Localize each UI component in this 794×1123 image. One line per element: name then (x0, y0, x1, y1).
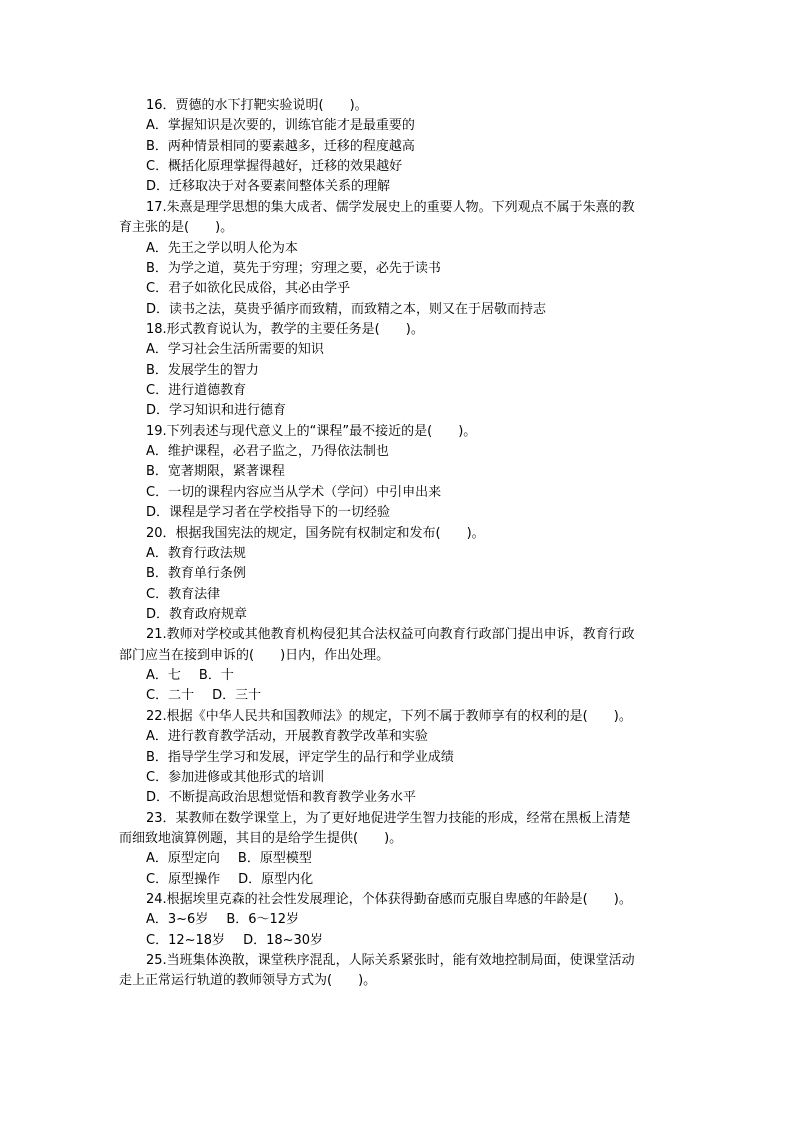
q17-option-c: C．君子如欲化民成俗，其必由学乎 (146, 281, 351, 297)
q16-option-a: A．掌握知识是次要的，训练官能才是最重要的 (146, 118, 415, 134)
q17-option-a: A．先王之学以明人伦为本 (146, 240, 298, 256)
q24-option-c: C．12~18岁 (146, 932, 226, 948)
question-25-stem-line2: 走上正常运行轨道的教师领导方式为( )。 (119, 973, 377, 989)
question-23-stem-line2: 而细致地演算例题，其目的是给学生提供( )。 (119, 830, 403, 846)
q23-options-row1 (119, 849, 679, 869)
q21-option-b: B．十 (198, 668, 234, 684)
q17-option-d: D．读书之法，莫贵乎循序而致精，而致精之本，则又在于居敬而持志 (146, 301, 547, 317)
question-19-stem: 19.下列表述与现代意义上的“课程”最不接近的是( )。 (146, 423, 477, 439)
q24-option-a: A．3~6岁 (146, 912, 209, 928)
question-20-stem: 20．根据我国宪法的规定，国务院有权制定和发布( )。 (146, 525, 485, 541)
question-21-stem-line1: 21.教师对学校或其他教育机构侵犯其合法权益可向教育行政部门提出申诉，教育行政 (146, 627, 635, 643)
q24-option-b: B．6～12岁 (226, 912, 300, 928)
q24-option-d: D．18~30岁 (243, 932, 324, 948)
q23-option-d: D．原型内化 (238, 871, 314, 887)
question-18-stem: 18.形式教育说认为，教学的主要任务是( )。 (146, 321, 424, 337)
q20-option-c: C．教育法律 (146, 586, 221, 602)
q21-options-row2 (119, 686, 679, 706)
q22-option-b: B．指导学生学习和发展，评定学生的品行和学业成绩 (146, 749, 454, 765)
q21-option-c: C．二十 (146, 688, 195, 704)
q16-option-c: C．概括化原理掌握得越好，迁移的效果越好 (146, 159, 403, 175)
q16-option-d: D．迁移取决于对各要素间整体关系的理解 (146, 179, 391, 195)
q16-option-b: B．两种情景相同的要素越多，迁移的程度越高 (146, 138, 415, 154)
q22-option-d: D．不断提高政治思想觉悟和教育教学业务水平 (146, 790, 417, 806)
question-17-stem-line2: 育主张的是( )。 (119, 220, 234, 236)
q23-option-c: C．原型操作 (146, 871, 221, 887)
q21-option-d: D．三十 (212, 688, 262, 704)
question-16-stem: 16．贾德的水下打靶实验说明( )。 (146, 98, 368, 113)
q24-options-row2 (119, 931, 679, 951)
q20-option-b: B．教育单行条例 (146, 566, 246, 582)
q18-option-d: D．学习知识和进行德育 (146, 403, 287, 419)
document-page (119, 96, 679, 992)
q19-option-d: D．课程是学习者在学校指导下的一切经验 (146, 505, 391, 521)
q23-options-row2 (119, 870, 679, 890)
q22-option-a: A．进行教育教学活动，开展教育教学改革和实验 (146, 729, 428, 745)
q24-options-row1 (119, 910, 679, 930)
q20-option-d: D．教育政府规章 (146, 606, 248, 622)
q19-option-a: A．维护课程，必君子监之，乃得依法制也 (146, 444, 389, 460)
q21-options-row1 (119, 666, 679, 686)
question-22-stem: 22.根据《中华人民共和国教师法》的规定，下列不属于教师享有的权利的是( )。 (146, 708, 632, 724)
q23-option-a: A．原型定向 (146, 851, 220, 867)
q17-option-b: B．为学之道，莫先于穷理；穷理之要，必先于读书 (146, 260, 441, 276)
q21-option-a: A．七 (146, 668, 181, 684)
q18-option-b: B．发展学生的智力 (146, 362, 259, 378)
question-25-stem-line1: 25.当班集体涣散，课堂秩序混乱，人际关系紧张时，能有效地控制局面，使课堂活动 (146, 953, 635, 969)
question-21-stem-line2: 部门应当在接到申诉的( )日内，作出处理。 (119, 647, 390, 663)
q18-option-c: C．进行道德教育 (146, 383, 247, 399)
q22-option-c: C．参加进修或其他形式的培训 (146, 769, 325, 785)
q18-option-a: A．学习社会生活所需要的知识 (146, 342, 324, 358)
q23-option-b: B．原型模型 (237, 851, 312, 867)
q20-option-a: A．教育行政法规 (146, 545, 246, 561)
question-17-stem-line1: 17.朱熹是理学思想的集大成者、儒学发展史上的重要人物。下列观点不属于朱熹的教 (146, 199, 635, 215)
question-23-stem-line1: 23．某教师在数学课堂上，为了更好地促进学生智力技能的形成，经常在黑板上清楚 (146, 810, 631, 826)
question-24-stem: 24.根据埃里克森的社会性发展理论，个体获得勤奋感而克服自卑感的年龄是( )。 (146, 892, 632, 908)
q19-option-c: C．一切的课程内容应当从学术（学问）中引申出来 (146, 484, 442, 500)
q19-option-b: B．宽著期限，紧著课程 (146, 464, 285, 480)
